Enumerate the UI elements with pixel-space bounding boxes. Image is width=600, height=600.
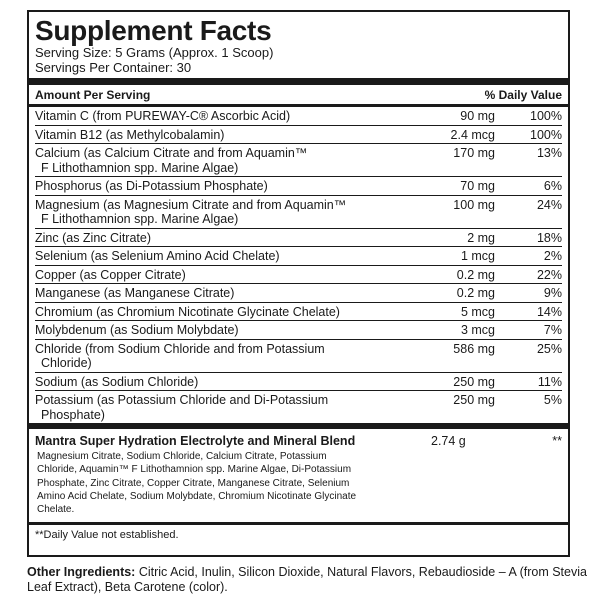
blend-daily-value: ** [552,434,562,448]
amount-per-serving-header: Amount Per Serving [35,88,151,102]
nutrient-row [35,265,562,284]
nutrient-amount: 0.2 mg [456,286,495,300]
other-ingredients [27,565,587,595]
proprietary-blend [35,429,562,516]
daily-value-header: % Daily Value [484,88,562,102]
nutrient-daily-value: 100% [530,109,562,123]
nutrient-amount: 100 mg [453,197,495,212]
nutrient-name: Calcium (as Calcium Citrate and from Aquamin™ [35,146,308,160]
nutrient-name-continued: F Lithothamnion spp. Marine Algae) [41,160,239,175]
nutrient-name: Molybdenum (as Sodium Molybdate) [35,323,239,337]
nutrient-amount: 1 mcg [460,249,495,263]
nutrient-name: Zinc (as Zinc Citrate) [35,230,151,245]
nutrient-row [35,195,562,228]
nutrient-amount: 2 mg [467,230,495,245]
nutrient-name-cell [35,268,423,283]
nutrient-daily-value: 18% [536,230,562,245]
servings-per-container: Servings Per Container: 30 [35,60,192,75]
nutrient-daily-value: 11% [537,374,562,389]
nutrient-row [35,390,562,423]
nutrient-name: Chromium (as Chromium Nicotinate Glycinate Chelate) [35,304,340,319]
blend-amount: 2.74 g [431,434,466,448]
nutrient-amount: 586 mg [453,341,495,356]
nutrient-row [35,228,562,247]
nutrient-name-cell [35,198,423,227]
nutrient-amount: 170 mg [453,146,495,160]
nutrient-amount: 250 mg [453,393,495,407]
nutrient-daily-value: 24% [536,197,562,212]
nutrient-row [35,320,562,339]
blend-row [35,434,562,449]
nutrient-daily-value: 25% [536,341,562,356]
nutrient-row [35,283,562,302]
nutrient-amount: 250 mg [453,374,495,389]
nutrient-name-cell [35,231,423,246]
nutrient-row [35,125,562,144]
nutrient-name-cell [35,342,423,371]
nutrient-name-cell [35,146,423,175]
nutrient-name: Copper (as Copper Citrate) [35,267,186,282]
nutrient-amount: 2.4 mcg [450,127,495,142]
nutrient-name: Potassium (as Potassium Chloride and Di-Potassium [35,393,329,407]
nutrient-daily-value: 7% [543,323,562,337]
nutrient-name-continued: Phosphate) [41,407,105,422]
nutrient-table [35,107,562,423]
nutrient-daily-value: 13% [536,146,562,160]
nutrient-name-cell [35,323,423,338]
nutrient-name-cell [35,109,423,124]
panel-title: Supplement Facts [35,15,272,46]
nutrient-name: Sodium (as Sodium Chloride) [35,374,199,389]
nutrient-amount: 0.2 mg [456,267,495,282]
nutrient-name-cell [35,128,423,143]
nutrient-daily-value: 14% [536,304,562,319]
nutrient-row [35,372,562,391]
nutrient-row [35,302,562,321]
nutrient-name-continued: F Lithothamnion spp. Marine Algae) [41,212,239,226]
thick-divider [29,78,568,85]
nutrient-name: Phosphorus (as Di-Potassium Phosphate) [35,179,268,193]
nutrient-name-cell [35,305,423,320]
blend-ingredients: Magnesium Citrate, Sodium Chloride, Calcium Citrate, Potassium Chloride, Aquamin™ F Lithothamnion spp. Marine Algae, Di-Potassium Phosphate, Zinc Citrate, Copper Citrate, Manganese Citrate, Selenium Amino Acid Chelate, Sodium Molybdate, Chromium Nicotinate Glycinate Chelate. [37,451,357,516]
nutrient-row [35,339,562,372]
nutrient-row [35,176,562,195]
nutrient-daily-value: 9% [543,286,562,300]
nutrient-amount: 5 mcg [460,304,495,319]
supplement-facts-panel [27,10,570,557]
nutrient-amount: 90 mg [460,109,495,123]
nutrient-name: Selenium (as Selenium Amino Acid Chelate) [35,249,280,263]
nutrient-name: Vitamin B12 (as Methylcobalamin) [35,127,225,142]
nutrient-name-cell [35,375,423,390]
nutrient-name: Magnesium (as Magnesium Citrate and from Aquamin™ [35,197,347,212]
nutrient-daily-value: 2% [543,249,562,263]
nutrient-daily-value: 22% [536,267,562,282]
column-header [35,85,562,104]
nutrient-daily-value: 100% [530,127,562,142]
other-ingredients-label: Other Ingredients: [27,565,136,579]
nutrient-row [35,143,562,176]
footnote: **Daily Value not established. [35,529,179,542]
nutrient-name-continued: Chloride) [41,356,92,370]
serving-size: Serving Size: 5 Grams (Approx. 1 Scoop) [35,45,274,60]
nutrient-name: Vitamin C (from PUREWAY-C® Ascorbic Acid) [35,109,291,123]
blend-name: Mantra Super Hydration Electrolyte and Mineral Blend [35,434,356,448]
nutrient-name-cell [35,249,423,264]
nutrient-amount: 70 mg [460,179,495,193]
nutrient-amount: 3 mcg [460,323,495,337]
nutrient-name-cell [35,286,423,301]
nutrient-daily-value: 5% [543,393,562,407]
nutrient-name-cell [35,393,423,422]
nutrient-name: Chloride (from Sodium Chloride and from Potassium [35,341,325,356]
nutrient-row [35,107,562,125]
nutrient-name-cell [35,179,423,194]
nutrient-daily-value: 6% [543,179,562,193]
other-ingredients-text: Citric Acid, Inulin, Silicon Dioxide, Natural Flavors, Rebaudioside – A (from Stevia Leaf Extract), Beta Carotene (color). [27,565,587,594]
nutrient-row [35,246,562,265]
nutrient-name: Manganese (as Manganese Citrate) [35,286,235,300]
